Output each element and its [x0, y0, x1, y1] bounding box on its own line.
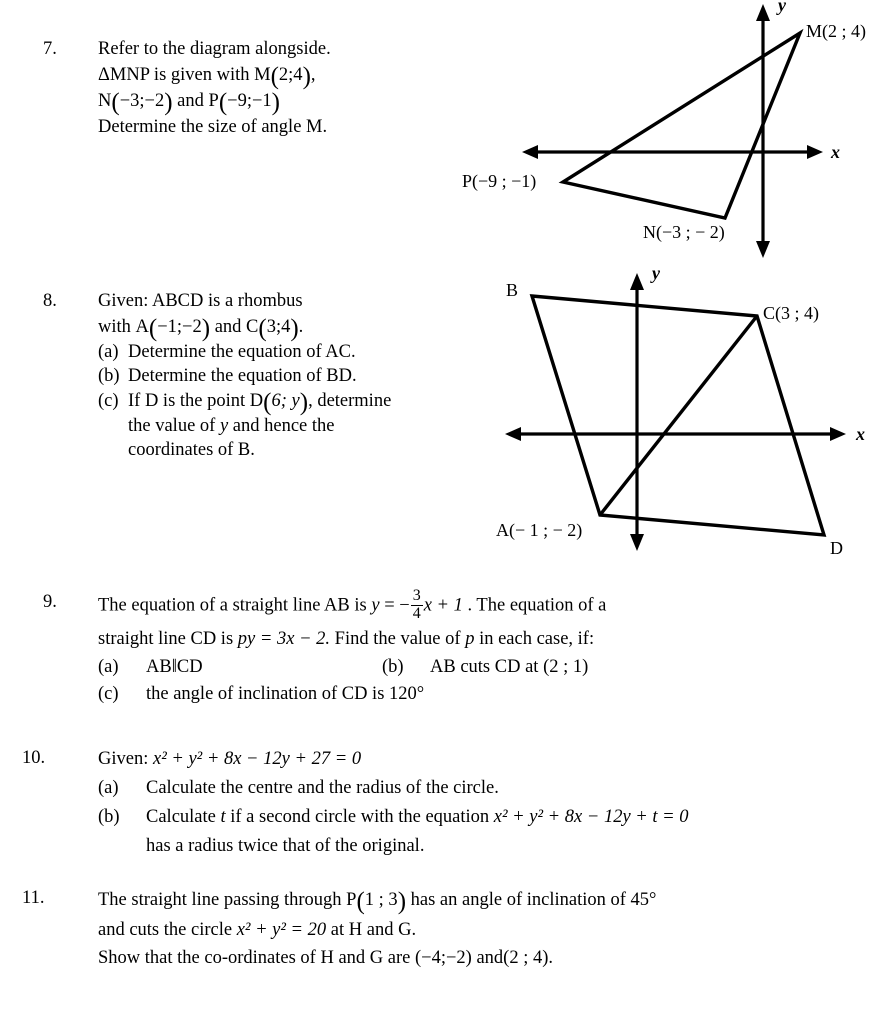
close-paren: ) [201, 315, 211, 342]
variable-y: y [219, 416, 229, 436]
question-9-line-2-post: in each case, if: [479, 628, 595, 649]
question-9-line-1-post: . The equation of a [467, 595, 607, 616]
open-paren: ( [218, 89, 228, 116]
close-paren: ) [299, 389, 309, 416]
x-axis-right-arrowhead [807, 145, 823, 159]
point-C-name: C [246, 317, 259, 337]
question-11-line-3 [98, 945, 882, 971]
part-b-text: Determine the equation of BD. [128, 366, 357, 386]
vertex-label-D: D [830, 538, 843, 558]
question-10-body [98, 745, 882, 861]
x-axis-label: x [831, 142, 840, 162]
y-axis-bottom-arrowhead [756, 241, 770, 258]
point-N-name: N [98, 91, 112, 111]
question-11-line-2-post: at H and G. [330, 920, 417, 940]
open-paren: ( [263, 389, 272, 416]
close-paren: ) [290, 315, 299, 342]
point-P-name: P [208, 91, 219, 111]
y-axis-label: y [778, 0, 786, 15]
equation-ab-tail: x + 1 [423, 595, 463, 616]
question-11-line-1 [98, 885, 882, 916]
point-N-values: −3;−2 [119, 91, 165, 111]
close-paren: ) [302, 63, 311, 90]
question-10-line-1 [98, 745, 882, 774]
close-paren: ) [397, 888, 407, 915]
close-paren: ) [271, 89, 280, 116]
point-C-coordinate [246, 314, 299, 340]
point-P-values: −9;−1 [227, 91, 272, 111]
question-9-line-1 [98, 589, 883, 624]
question-8-number: 8. [43, 291, 57, 311]
coordinate-H: (−4;−2) [414, 948, 472, 968]
part-c-text-post: , determine [308, 391, 392, 411]
open-paren: ( [111, 89, 120, 116]
vertex-label-B: B [506, 280, 519, 300]
question-9-body [98, 589, 883, 708]
part-c-label: (c) [98, 683, 119, 704]
question-7-line-2 [98, 62, 463, 88]
diagonal-AC [600, 316, 757, 515]
point-C-values: 3;4 [266, 317, 291, 337]
x-axis-label: x [856, 424, 865, 444]
point-A-values: −1;−2 [157, 317, 202, 337]
question-8-line-1: Given: ABCD is a rhombus [98, 291, 303, 311]
open-paren: ( [270, 63, 279, 90]
question-7-line-3 [98, 88, 463, 114]
part-c-text-pre: If D is the point [128, 391, 246, 411]
point-A-name: A [135, 317, 149, 337]
comma: , [310, 65, 316, 85]
question-8-part-c-line2 [128, 414, 503, 438]
part-a-label: (a) [98, 656, 119, 677]
question-7-line-2-text: ΔMNP is given with [98, 65, 250, 85]
x-axis-left-arrowhead [522, 145, 538, 159]
point-P-coordinate [346, 885, 406, 916]
question-9-line-2-pre: straight line CD is [98, 628, 234, 649]
point-M-coordinate [254, 62, 311, 88]
question-8-body [98, 288, 503, 462]
question-10-part-b-line2: has a radius twice that of the original. [146, 836, 425, 856]
conjunction-and: and [177, 91, 204, 111]
part-a-text: Calculate the centre and the radius of the circle. [146, 778, 499, 798]
part-a-text: AB‖CD [146, 656, 203, 677]
open-paren: ( [258, 315, 267, 342]
conjunction-and: and [214, 317, 242, 337]
question-11-number: 11. [22, 888, 45, 908]
period: . [298, 317, 304, 337]
part-a-label: (a) [98, 778, 119, 798]
question-11-line-1-pre: The straight line passing through [98, 890, 342, 910]
question-7 [43, 36, 463, 140]
figure-triangle-mnp [462, 0, 892, 262]
question-11-body [98, 885, 882, 971]
question-11 [22, 885, 882, 971]
part-b-coord-values: 2 ; 1 [549, 656, 583, 677]
question-8-with-text: with [98, 317, 131, 337]
fraction-numerator: 3 [412, 587, 421, 604]
variable-p: p [465, 628, 475, 649]
x-axis-left-arrowhead [505, 427, 521, 441]
question-7-line-1: Refer to the diagram alongside. [98, 39, 331, 59]
part-b-text-pre: Calculate [146, 807, 216, 827]
part-c-line2-post: and hence the [232, 416, 335, 436]
period: . [548, 948, 553, 968]
question-7-number: 7. [43, 39, 57, 59]
question-10-number: 10. [22, 748, 46, 768]
point-D-name: D [249, 391, 264, 411]
conjunction-and: and [476, 948, 504, 968]
part-b-coordinate: (2 ; 1) [543, 656, 589, 677]
question-9 [43, 589, 883, 708]
figure-rhombus-abcd [460, 262, 892, 562]
y-axis-bottom-arrowhead [630, 534, 644, 551]
part-c-label: (c) [98, 391, 119, 411]
question-11-line-3-pre: Show that the co-ordinates of H and G are [98, 948, 411, 968]
variable-t: t [220, 807, 226, 827]
question-9-line-2 [98, 624, 883, 654]
equation-ab-sign: = − [384, 595, 410, 616]
fraction-three-quarters [411, 588, 423, 623]
question-10-part-b [98, 803, 882, 832]
point-D-coordinate [250, 388, 308, 414]
part-a-text: Determine the equation of AC. [128, 342, 356, 362]
question-11-line-2 [98, 916, 882, 945]
question-7-body [98, 36, 463, 140]
point-M-name: M [254, 65, 271, 85]
part-b-label: (b) [382, 656, 404, 677]
point-D-values: 6; y [271, 391, 300, 411]
rhombus-abcd-svg [460, 262, 892, 562]
equation-cd: py = 3x − 2. [237, 628, 331, 649]
vertex-label-C: C(3 ; 4) [763, 303, 819, 323]
part-b-text-pre: AB cuts CD at [430, 656, 539, 677]
point-P-coordinate [209, 88, 280, 114]
y-axis-label: y [652, 263, 660, 283]
question-9-line-1-pre: The equation of a straight line AB is [98, 595, 367, 616]
point-P-name: P [346, 890, 357, 910]
y-axis-top-arrowhead [630, 273, 644, 290]
point-P-values: 1 ; 3 [364, 890, 398, 910]
fraction-denominator: 4 [412, 604, 421, 622]
point-M-values: 2;4 [278, 65, 303, 85]
question-8-part-c [98, 388, 503, 414]
coordinate-G: (2 ; 4) [503, 948, 549, 968]
vertex-label-P: P(−9 ; −1) [462, 171, 537, 191]
vertex-label-N: N(−3 ; − 2) [643, 222, 725, 242]
question-10-part-a [98, 774, 882, 803]
close-paren: ) [164, 89, 173, 116]
question-8-part-a [98, 340, 503, 364]
question-9-parts-ab [98, 654, 883, 681]
part-b-label: (b) [98, 366, 120, 386]
equation-ab [371, 589, 463, 624]
circle-equation-2: x² + y² + 8x − 12y + t = 0 [493, 807, 689, 827]
vertex-label-M: M(2 ; 4) [806, 21, 866, 41]
question-11-line-2-pre: and cuts the circle [98, 920, 233, 940]
question-11-line-1-post: has an angle of inclination of 45° [410, 890, 657, 910]
part-b-label: (b) [98, 807, 120, 827]
question-8-part-b [98, 364, 503, 388]
part-b-text-mid: if a second circle with the equation [230, 807, 490, 827]
question-9-number: 9. [43, 592, 57, 612]
part-a-label: (a) [98, 342, 119, 362]
vertex-label-A: A(− 1 ; − 2) [496, 520, 583, 540]
point-A-coordinate [136, 314, 211, 340]
question-10-given-label: Given: [98, 749, 149, 769]
circle-equation-1: x² + y² + 8x − 12y + 27 = 0 [152, 749, 362, 769]
open-paren: ( [356, 888, 365, 915]
question-7-line-4: Determine the size of angle M. [98, 117, 328, 137]
question-10 [22, 745, 882, 861]
question-9-line-2-mid: Find the value of [334, 628, 461, 649]
question-9-part-c [98, 681, 883, 708]
question-8 [43, 288, 503, 462]
equation-ab-y: y [371, 595, 380, 616]
point-N-coordinate [98, 88, 173, 114]
question-8-part-c-line3: coordinates of B. [128, 440, 255, 460]
question-8-line-2 [98, 314, 503, 340]
x-axis-right-arrowhead [830, 427, 846, 441]
circle-equation-3: x² + y² = 20 [236, 920, 327, 940]
part-c-line2-pre: the value of [128, 416, 216, 436]
y-axis-top-arrowhead [756, 4, 770, 21]
open-paren: ( [148, 315, 158, 342]
part-c-text: the angle of inclination of CD is 120° [146, 683, 425, 704]
